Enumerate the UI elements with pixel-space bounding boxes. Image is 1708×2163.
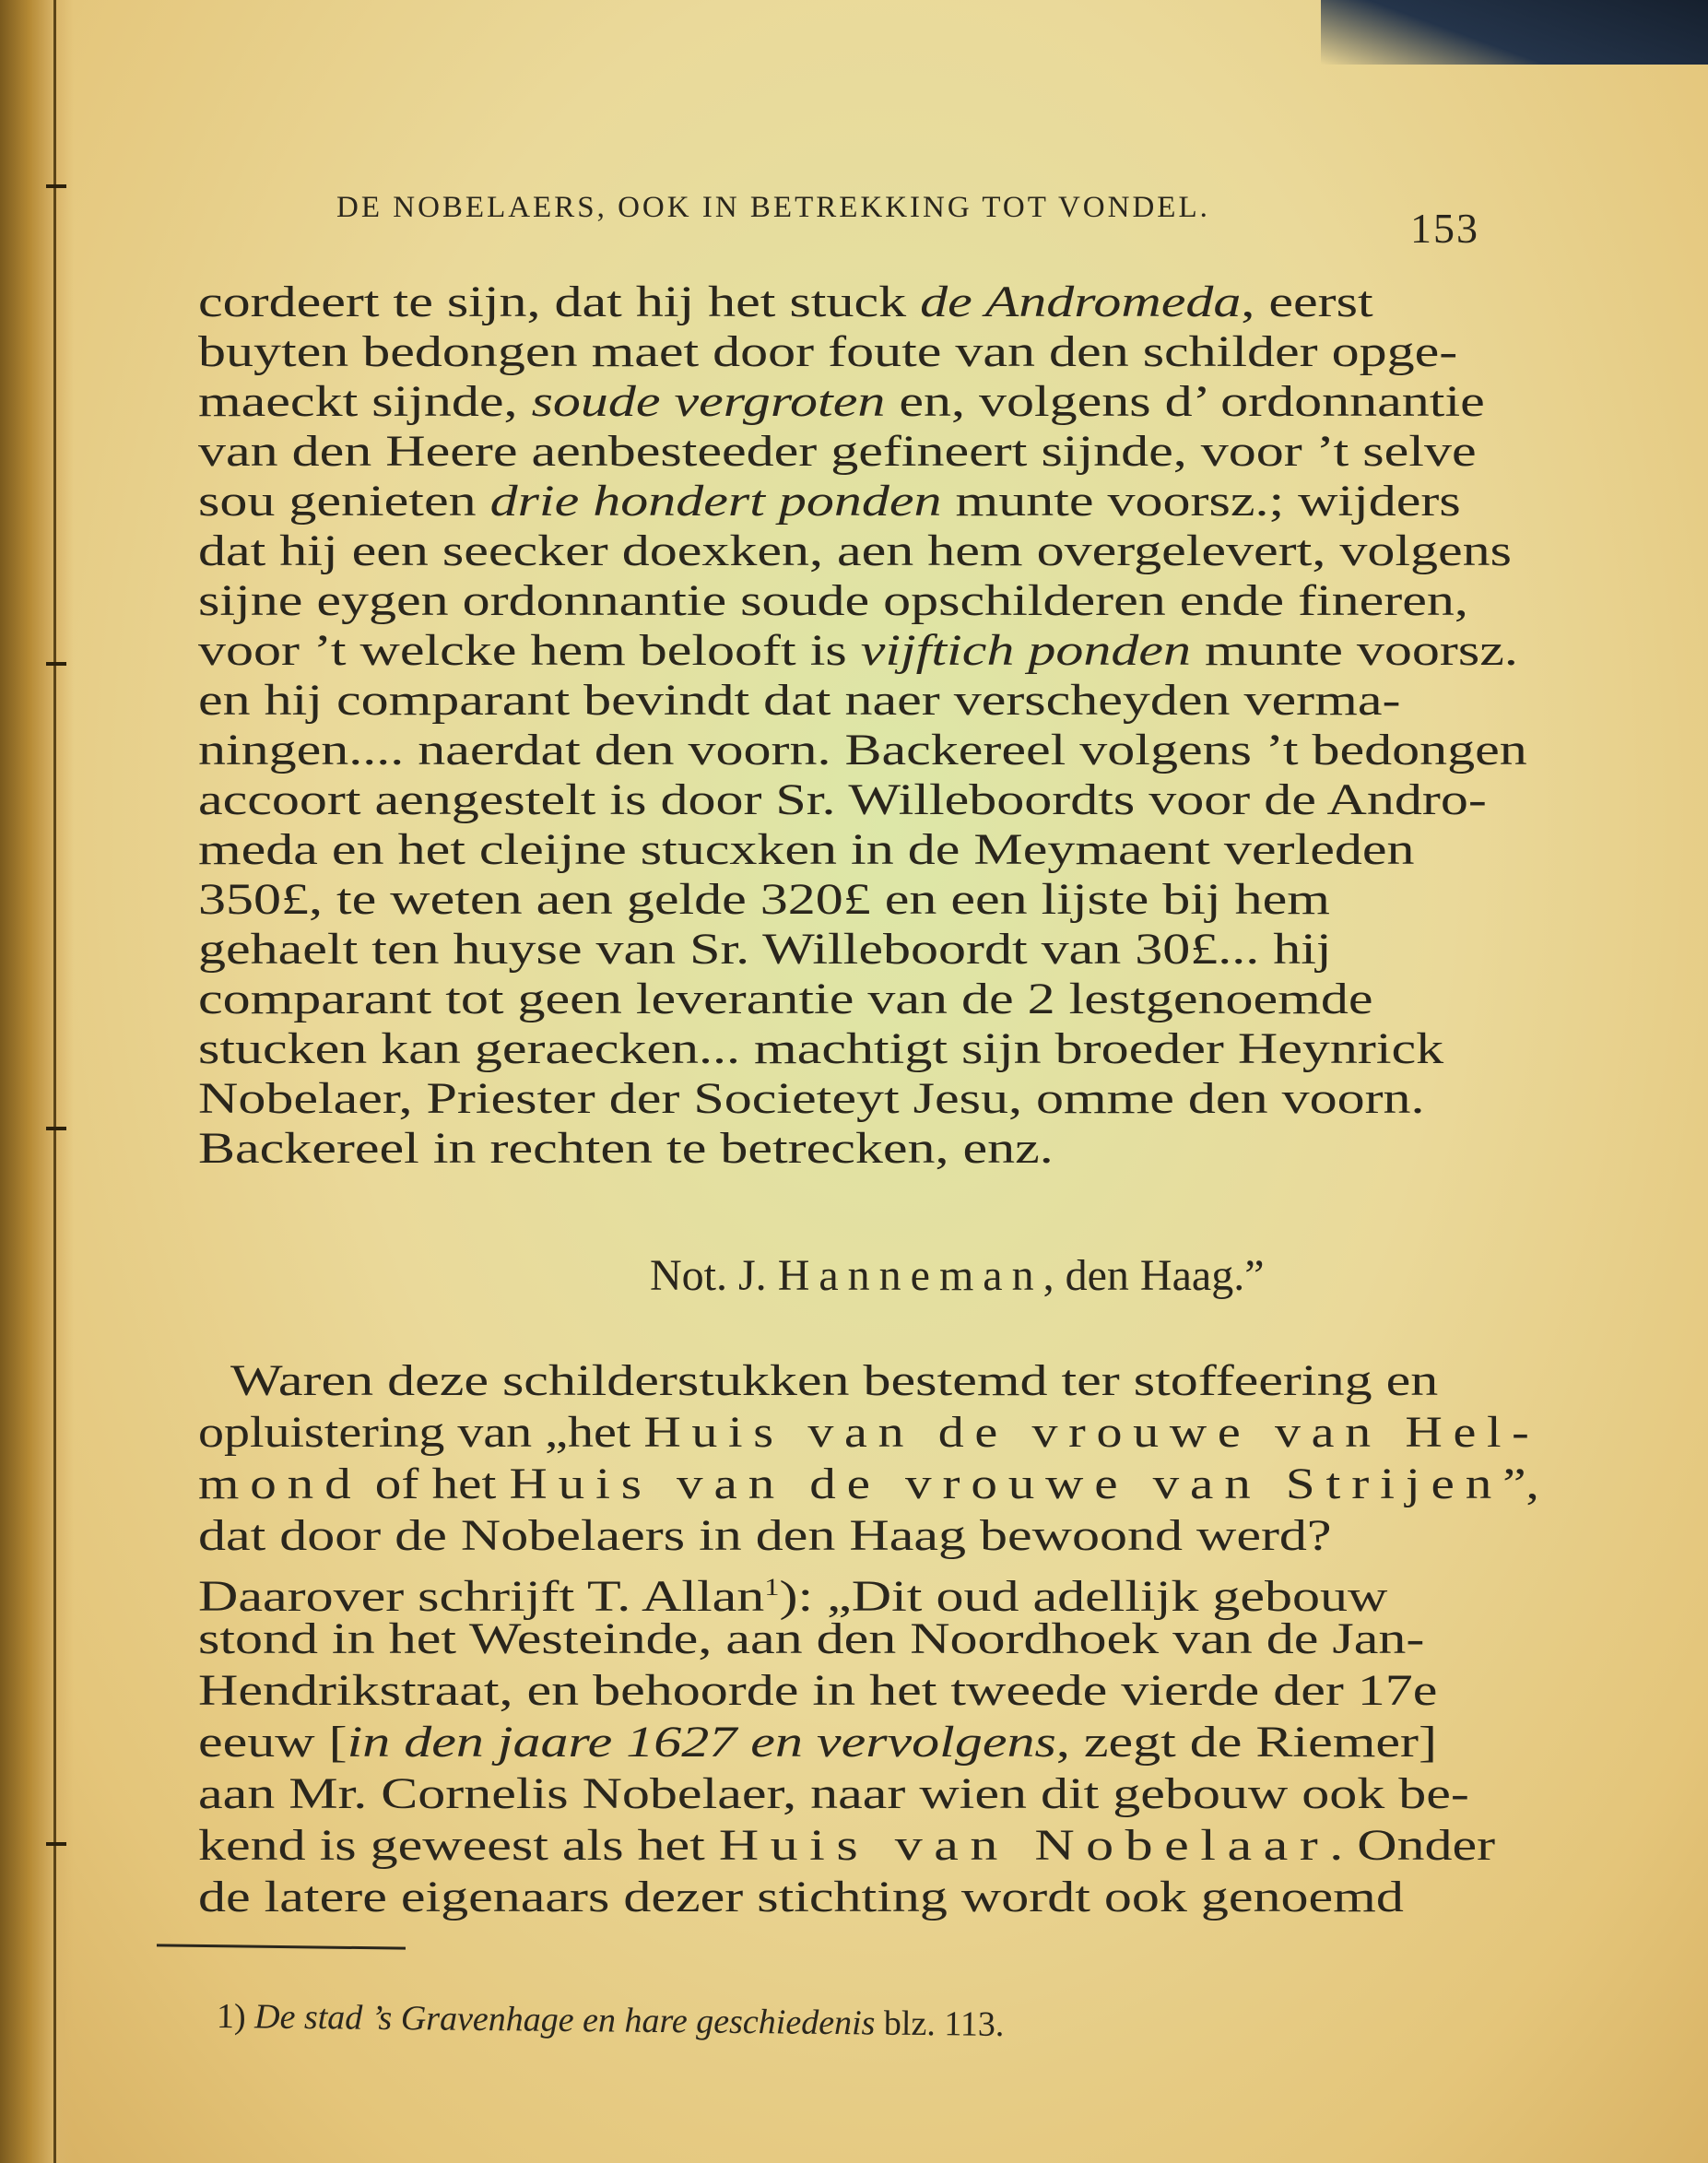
text-line: Hendrikstraat, en behoorde in het tweede vierde der 17e (198, 1666, 1438, 1715)
text-line: ningen.... naerdat den voorn. Backereel volgens ’t bedongen (198, 726, 1527, 774)
text-line: accoort aengestelt is door Sr. Willeboordts voor de Andro- (198, 775, 1487, 824)
text-line: 350£, te weten aen gelde 320£ en een lijste bij hem (198, 875, 1330, 924)
italic-text: vijftich ponden (860, 626, 1191, 675)
binding-stitch (46, 184, 66, 188)
text-line: comparant tot geen leverantie van de 2 lestgenoemde (198, 975, 1373, 1023)
background-fabric (1321, 0, 1708, 65)
text-line: van den Heere aenbesteeder gefineert sijnde, voor ’t selve (198, 427, 1477, 476)
binding-stitch (46, 1127, 66, 1130)
binding-stitch (46, 1842, 66, 1846)
binding-stitch (46, 662, 66, 666)
text-line: mond of het Huis van de vrouwe van Strijen”, (198, 1460, 1539, 1508)
text-line: gehaelt ten huyse van Sr. Willeboordt van 30£... hij (198, 925, 1332, 974)
footnote-rule (157, 1944, 406, 1949)
text-line: opluistering van „het Huis van de vrouwe van Hel- (198, 1408, 1540, 1457)
text-line: dat hij een seecker doexken, aen hem overgelevert, volgens (198, 526, 1512, 575)
text-line: eeuw [in den jaare 1627 en vervolgens, zegt de Riemer] (198, 1718, 1437, 1767)
text-line: sijne eygen ordonnantie soude opschilderen ende fineren, (198, 576, 1468, 625)
text-line: stucken kan geraecken... machtigt sijn broeder Heynrick (198, 1024, 1444, 1073)
text-line: sou genieten drie hondert ponden munte voorsz.; wijders (198, 477, 1461, 526)
text-line: maeckt sijnde, soude vergroten en, volgens d’ ordonnantie (198, 377, 1485, 426)
book-gutter (0, 0, 74, 2163)
footnote-ref[interactable]: 1 (764, 1574, 780, 1601)
italic-text: soude vergroten (531, 377, 886, 426)
notary-signature: Not. J. Hanneman, den Haag.” (650, 1251, 1265, 1300)
text-line: voor ’t welcke hem belooft is vijftich ponden munte voorsz. (198, 626, 1518, 675)
text-line: kend is geweest als het Huis van Nobelaar. Onder (198, 1821, 1496, 1870)
running-title: DE NOBELAERS, OOK IN BETREKKING TOT VONDEL. (336, 191, 1210, 224)
text-line: en hij comparant bevindt dat naer verscheyden verma- (198, 676, 1401, 725)
page-number: 153 (1410, 205, 1479, 252)
text-line: dat door de Nobelaers in den Haag bewoond werd? (198, 1511, 1332, 1560)
italic-text: in den jaare 1627 en vervolgens (347, 1718, 1056, 1767)
text-line: Backereel in rechten te betrecken, enz. (198, 1124, 1054, 1173)
italic-text: De stad ’s Gravenhage en hare geschiedenis (253, 1997, 876, 2043)
spine-edge (53, 0, 56, 2163)
text-line: stond in het Westeinde, aan den Noordhoek van de Jan- (198, 1614, 1425, 1663)
text-line: Daarover schrijft T. Allan$^1$): „Dit oud adellijk gebouw (198, 1572, 1388, 1621)
text-line: cordeert te sijn, dat hij het stuck de Andromeda, eerst (198, 278, 1373, 326)
text-line: Nobelaer, Priester der Societeyt Jesu, omme den voorn. (198, 1074, 1425, 1123)
italic-text: de Andromeda (920, 278, 1242, 326)
text-line: Waren deze schilderstukken bestemd ter stoffeering en (230, 1356, 1439, 1405)
text-line: buyten bedongen maet door foute van den schilder opge- (198, 327, 1458, 376)
italic-text: drie hondert ponden (489, 477, 942, 526)
text-line: de latere eigenaars dezer stichting wordt ook genoemd (198, 1873, 1404, 1921)
footnote: 1) De stad ’s Gravenhage en hare geschiedenis blz. 113. (216, 1997, 1005, 2044)
text-line: meda en het cleijne stucxken in de Meymaent verleden (198, 825, 1415, 874)
text-line: aan Mr. Cornelis Nobelaer, naar wien dit gebouw ook be- (198, 1769, 1469, 1818)
